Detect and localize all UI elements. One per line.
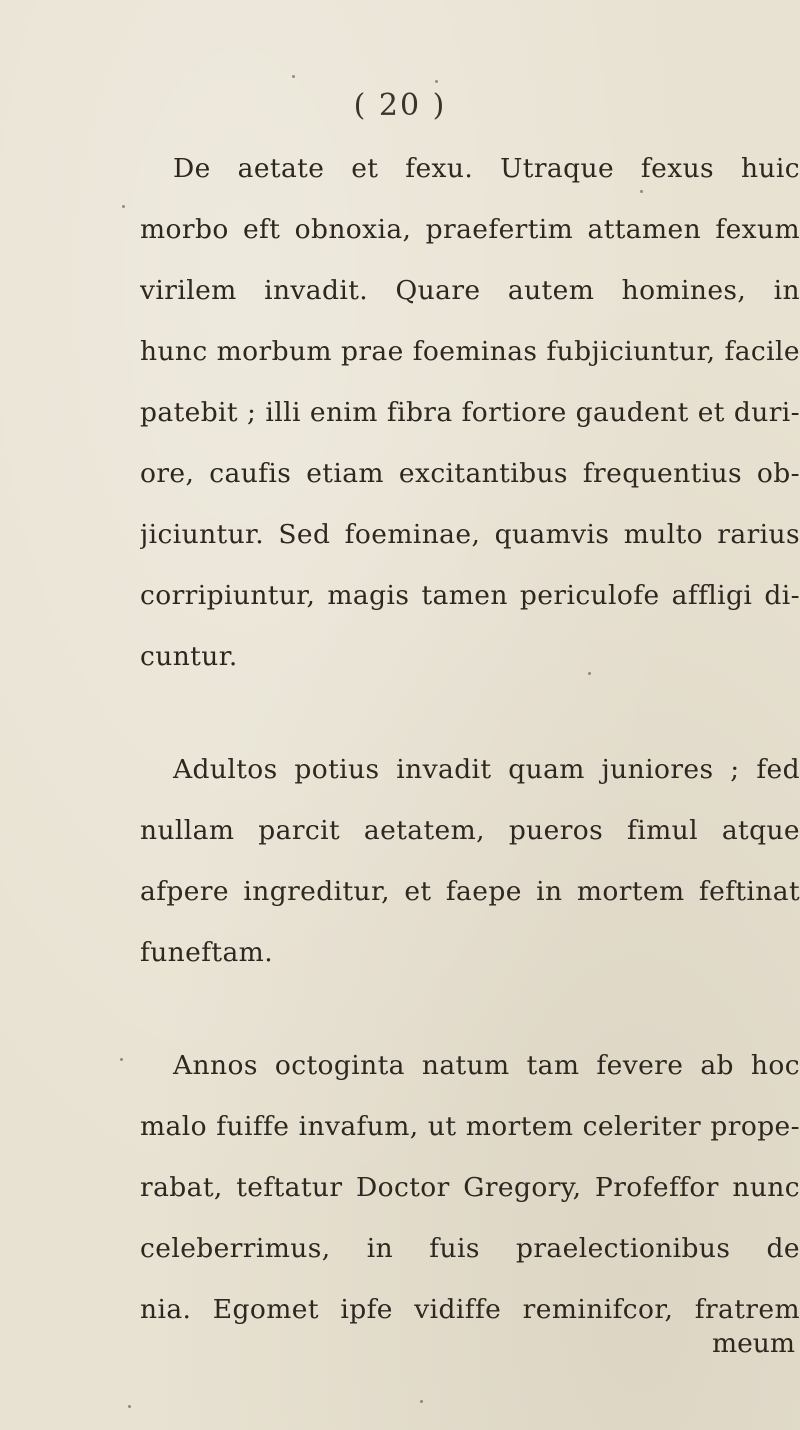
text-line: Adultos potius invadit quam juniores ; fed (173, 754, 800, 785)
text-line: cuntur. (140, 641, 238, 672)
text-line: corripiuntur, magis tamen periculofe affligi di- (140, 580, 800, 611)
page-number: ( 20 ) (353, 88, 447, 123)
text-line: nullam parcit aetatem, pueros fimul atque (140, 815, 800, 846)
text-line: patebit ; illi enim fibra fortiore gaudent et duri- (140, 397, 800, 428)
text-line: Annos octoginta natum tam fevere ab hoc (173, 1050, 800, 1081)
text-line: virilem invadit. Quare autem homines, in (140, 275, 800, 306)
text-line: malo fuiffe invafum, ut mortem celeriter prope- (140, 1111, 800, 1142)
text-line: nia. Egomet ipfe vidiffe reminifcor, fratrem (140, 1294, 800, 1325)
text-line: ore, caufis etiam excitantibus frequentius ob- (140, 458, 800, 489)
paragraph-gap (140, 983, 800, 1035)
body-text (140, 138, 800, 1340)
text-line: celeberrimus, in fuis praelectionibus de (140, 1233, 800, 1264)
text-line: afpere ingreditur, et faepe in mortem feftinat (140, 876, 800, 907)
text-line: hunc morbum prae foeminas fubjiciuntur, facile (140, 336, 800, 367)
text-line: De aetate et fexu. Utraque fexus huic (173, 153, 800, 184)
catchword: meum (712, 1328, 796, 1359)
paragraph-gap (140, 687, 800, 739)
text-line: morbo eft obnoxia, praefertim attamen fexum (140, 214, 800, 245)
text-line: jiciuntur. Sed foeminae, quamvis multo rarius (140, 519, 800, 550)
text-line: rabat, teftatur Doctor Gregory, Profeffor nunc (140, 1172, 800, 1203)
text-line: funeftam. (140, 937, 274, 968)
